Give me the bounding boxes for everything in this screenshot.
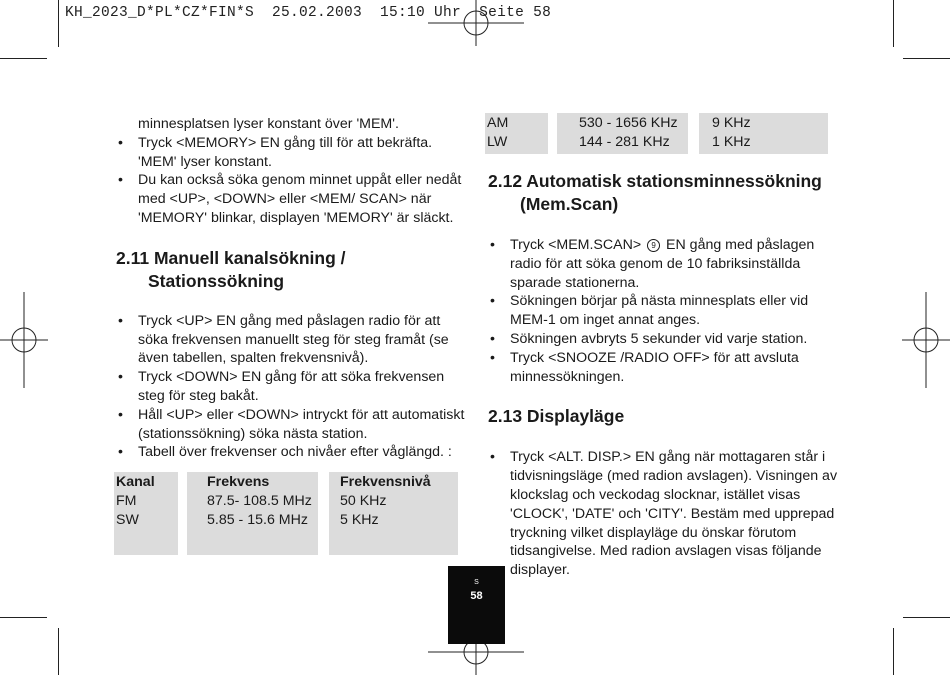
right-column	[488, 170, 840, 580]
heading-line: 2.11 Manuell kanalsökning /	[116, 247, 346, 268]
freq-table-r-col-step	[699, 113, 828, 154]
bullet-text: EN gång med påslagen radio för att söka genom de 10 fabriksinställda sparade stationerna.	[510, 237, 815, 291]
table-cell: 50 KHz	[340, 492, 387, 509]
continuation-line: minnesplatsen lyser konstant över 'MEM'.	[138, 116, 399, 132]
table-cell: AM	[487, 115, 509, 131]
table-cell: 87.5- 108.5 MHz	[207, 492, 312, 509]
heading-line: Stationssökning	[148, 270, 285, 291]
table-cell: 5.85 - 15.6 MHz	[207, 511, 308, 528]
section-heading-2-11	[116, 247, 466, 293]
bullet-item: • Tabell över frekvenser och nivåer efter våglängd. :	[116, 443, 466, 462]
bullet-item: • Tryck <MEMORY> EN gång till för att bekräfta. 'MEM' lyser konstant.	[116, 134, 466, 172]
registration-mark-top	[428, 0, 524, 48]
language-code: S	[474, 579, 479, 586]
crop-mark	[893, 0, 894, 47]
registration-mark-right	[902, 292, 950, 388]
table-cell: 9 KHz	[712, 115, 751, 131]
table-header: Kanal	[116, 474, 155, 490]
freq-table-col-frekvens	[187, 472, 318, 555]
table-header: Frekvens	[207, 474, 270, 490]
crop-mark	[903, 58, 950, 59]
crop-mark	[58, 0, 59, 47]
table-header: Frekvensnivå	[340, 474, 431, 490]
bullet-item: • Tryck <UP> EN gång med påslagen radio för att söka frekvensen manuellt steg för steg framåt (se även tabellen, spalten frekvensnivå).	[116, 312, 466, 368]
bullet-item: • Sökningen avbryts 5 sekunder vid varje station.	[488, 330, 840, 349]
table-cell: 530 - 1656 KHz	[579, 115, 678, 131]
button-9-icon: 9	[647, 239, 660, 252]
bullet-text: Tryck <MEM.SCAN>	[510, 237, 642, 253]
freq-table-col-kanal	[114, 472, 178, 555]
heading-line: 2.12 Automatisk stationsminnessökning	[488, 171, 822, 191]
bullet-item: • Tryck <ALT. DISP.> EN gång när mottagaren står i tidvisningsläge (med radion avslagen). Visningen av klockslag och veckodag slocknar, istället visas 'CLOCK', 'DATE' och 'CITY'. Bestäm med upprepad tryckning vilket displayläge du önskar förutom tidsangivelse. Med radion avslagen visas följande displayer.	[488, 448, 840, 580]
bullet-item	[488, 236, 840, 292]
freq-table-r-col-band	[485, 113, 548, 154]
registration-mark-left	[0, 292, 48, 388]
section-heading-2-12	[488, 170, 840, 216]
bullet-item: • Sökningen börjar på nästa minnesplats eller vid MEM-1 om inget annat anges.	[488, 292, 840, 330]
left-column	[116, 115, 466, 462]
crop-mark	[0, 58, 47, 59]
table-cell: 5 KHz	[340, 511, 379, 528]
table-cell: LW	[487, 133, 508, 150]
page-number: 58	[470, 590, 483, 602]
table-cell: 144 - 281 KHz	[579, 133, 670, 150]
table-cell: 1 KHz	[712, 133, 751, 150]
crop-mark	[893, 628, 894, 675]
freq-table-r-col-freq	[557, 113, 688, 154]
heading-line: (Mem.Scan)	[520, 194, 619, 214]
bullet-item: • Tryck <DOWN> EN gång för att söka frekvensen steg för steg bakåt.	[116, 368, 466, 406]
section-heading-2-13: 2.13 Displayläge	[488, 406, 625, 427]
print-header: KH_2023_D*PL*CZ*FIN*S 25.02.2003 15:10 Uhr Seite 58	[65, 5, 552, 21]
bullet-item: • Håll <UP> eller <DOWN> intryckt för att automatiskt (stationssökning) söka nästa station.	[116, 406, 466, 444]
bullet-item: • Du kan också söka genom minnet uppåt eller nedåt med <UP>, <DOWN> eller <MEM/ SCAN> när 'MEMORY' blinkar, displayen 'MEMORY' är släckt.	[116, 171, 466, 227]
freq-table-col-niva	[329, 472, 458, 555]
page-number-tab	[448, 566, 505, 644]
bullet-item: • Tryck <SNOOZE /RADIO OFF> för att avsluta minnessökningen.	[488, 349, 840, 387]
table-cell: SW	[116, 511, 139, 528]
table-cell: FM	[116, 492, 137, 509]
crop-mark	[903, 617, 950, 618]
crop-mark	[0, 617, 47, 618]
crop-mark	[58, 628, 59, 675]
